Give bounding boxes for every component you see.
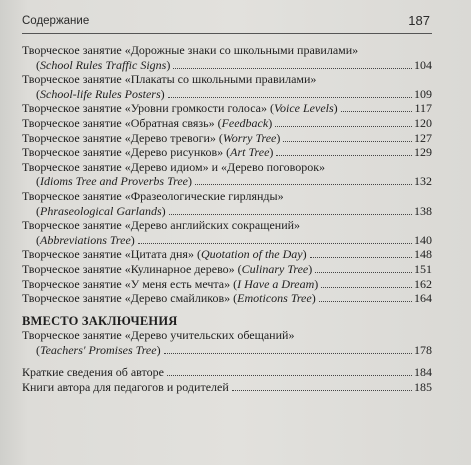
toc-entry-title: Творческое занятие «Дерево учительских обещаний» [22, 328, 295, 343]
toc-entry-page: 104 [414, 57, 432, 72]
toc-entry-english: School-life Rules Posters [40, 86, 161, 101]
dot-leader [169, 214, 412, 215]
toc-entry-title: Творческое занятие «Дерево смайликов» ( [22, 291, 238, 306]
toc-entry-english: Quotation of the Day [200, 247, 303, 262]
dot-leader [319, 301, 412, 302]
toc-entry: Творческое занятие «Дорожные знаки со школьными правилами» ( School Rules Traffic Signs ) 104 [22, 43, 432, 72]
toc-entry-english: Phraseological Garlands [40, 203, 162, 218]
toc-entry-title: Творческое занятие «Дерево тревоги» ( [22, 130, 223, 145]
dot-leader [138, 243, 412, 244]
dot-leader [321, 287, 412, 288]
toc-entry-page: 164 [414, 291, 432, 306]
toc-entry-title: Творческое занятие «Дерево идиом» и «Дерево поговорок» [22, 159, 326, 174]
table-of-contents [22, 43, 432, 395]
toc-entry-english: I Have a Dream [237, 276, 315, 291]
toc-entry: Творческое занятие «Дерево тревоги» ( Worry Tree ) 127 [22, 130, 432, 145]
toc-entry: Творческое занятие «Дерево идиом» и «Дерево поговорок» ( Idioms Tree and Proverbs Tree ) 132 [22, 159, 432, 189]
toc-entry: Творческое занятие «Кулинарное дерево» ( Culinary Tree ) 151 [22, 261, 432, 276]
dot-leader [168, 97, 412, 98]
toc-entry-page: 184 [414, 365, 432, 380]
toc-entry-english: Worry Tree [222, 130, 277, 145]
toc-entry: Творческое занятие «У меня есть мечта» ( I Have a Dream ) 162 [22, 276, 432, 291]
toc-entry-page: 185 [414, 380, 432, 395]
toc-entry-page: 162 [414, 276, 432, 291]
toc-entry-title: Творческое занятие «Дерево рисунков» ( [22, 145, 231, 160]
toc-entry-page: 117 [414, 101, 432, 116]
dot-leader [195, 184, 412, 185]
toc-entry-title: Творческое занятие «Уровни громкости голоса» ( [22, 101, 274, 116]
toc-entry: Творческое занятие «Дерево рисунков» ( Art Tree ) 129 [22, 145, 432, 160]
toc-entry-english: Feedback [221, 115, 269, 130]
toc-entry-english: Emoticons Tree [237, 291, 312, 306]
toc-entry-title: Творческое занятие «Цитата дня» ( [22, 247, 201, 262]
section-heading-conclusion: ВМЕСТО ЗАКЛЮЧЕНИЯ [22, 313, 178, 328]
toc-entry-english: Art Tree [230, 145, 270, 160]
toc-entry: Творческое занятие «Дерево смайликов» ( Emoticons Tree ) 164 [22, 291, 432, 306]
toc-entry: Творческое занятие «Дерево английских сокращений» ( Abbreviations Tree ) 140 [22, 218, 432, 247]
dot-leader [275, 126, 412, 127]
toc-entry-title: Творческое занятие «Дерево английских сокращений» [22, 218, 301, 233]
toc-entry-title: Книги автора для педагогов и родителей [22, 380, 229, 395]
dot-leader [164, 353, 412, 354]
toc-entry-english: School Rules Traffic Signs [40, 57, 167, 72]
page-number: 187 [408, 13, 430, 28]
dot-leader [315, 272, 412, 273]
running-head [22, 13, 432, 34]
dot-leader [276, 155, 412, 156]
toc-entry: Творческое занятие «Фразеологические гирлянды» ( Phraseological Garlands ) 138 [22, 188, 432, 218]
section-header: Содержание [22, 15, 90, 27]
toc-entry-title: Творческое занятие «Кулинарное дерево» ( [22, 261, 242, 276]
toc-entry-page: 178 [414, 342, 432, 357]
toc-entry-english: Idioms Tree and Proverbs Tree [40, 174, 188, 189]
toc-entry-author-books [22, 380, 432, 395]
toc-entry-title: Творческое занятие «Обратная связь» ( [22, 115, 222, 130]
toc-entry-title: Творческое занятие «У меня есть мечта» ( [22, 276, 238, 291]
toc-entry-english: Voice Levels [274, 101, 334, 116]
toc-entry-page: 132 [414, 174, 432, 189]
toc-entry-page: 109 [414, 86, 432, 101]
toc-entry-page: 120 [414, 115, 432, 130]
toc-entry-page: 127 [414, 130, 432, 145]
toc-entry: Творческое занятие «Плакаты со школьными правилами» ( School-life Rules Posters ) 109 [22, 72, 432, 101]
toc-entry-page: 148 [414, 247, 432, 262]
toc-entry: Творческое занятие «Дерево учительских обещаний» ( Teachers' Promises Tree ) 178 [22, 328, 432, 357]
toc-entry: Творческое занятие «Уровни громкости голоса» ( Voice Levels ) 117 [22, 101, 432, 116]
toc-entry-title: Краткие сведения об авторе [22, 365, 164, 380]
toc-entry-title: Творческое занятие «Дорожные знаки со школьными правилами» [22, 43, 359, 57]
toc-entry-english: Teachers' Promises Tree [40, 342, 157, 357]
toc-entry-title: Творческое занятие «Фразеологические гирлянды» [22, 188, 284, 203]
dot-leader [283, 141, 412, 142]
toc-entry: Творческое занятие «Цитата дня» ( Quotation of the Day ) 148 [22, 247, 432, 262]
toc-entry-title: Творческое занятие «Плакаты со школьными правилами» [22, 72, 317, 87]
dot-leader [310, 257, 412, 258]
dot-leader [232, 390, 412, 391]
toc-entry-about-author [22, 365, 432, 380]
toc-entry-page: 140 [414, 232, 432, 247]
toc-entry-english: Abbreviations Tree [40, 232, 131, 247]
toc-entry-page: 151 [414, 261, 432, 276]
toc-entry-page: 138 [414, 203, 432, 218]
toc-entry-page: 129 [414, 145, 432, 160]
toc-entry: Творческое занятие «Обратная связь» ( Feedback ) 120 [22, 115, 432, 130]
toc-entry-english: Culinary Tree [241, 261, 309, 276]
dot-leader [173, 68, 412, 69]
dot-leader [341, 111, 413, 112]
dot-leader [167, 375, 412, 376]
